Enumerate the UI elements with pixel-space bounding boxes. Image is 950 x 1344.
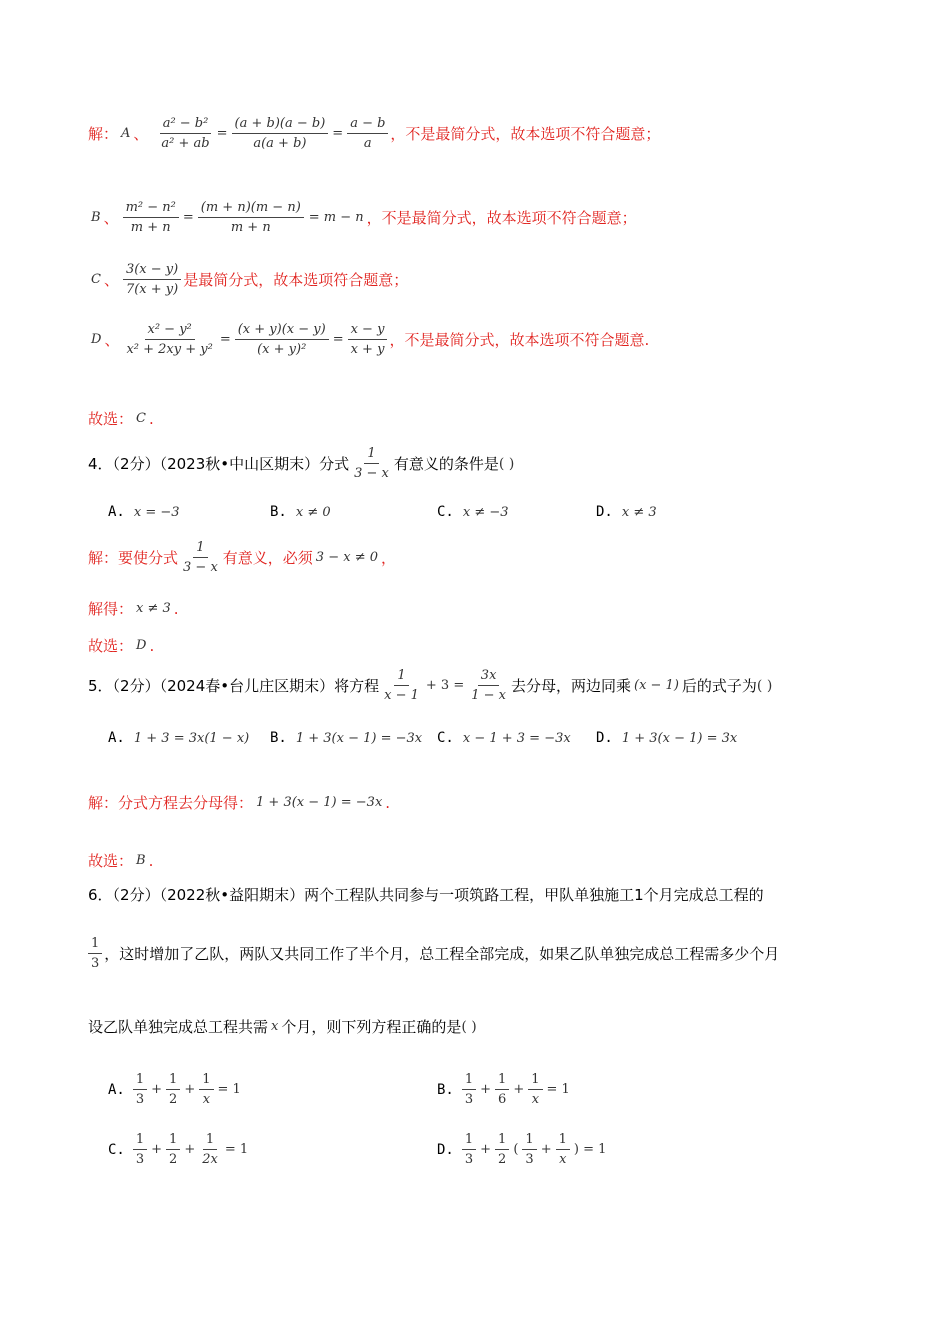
fraction: $\frac{3(x - y)}{7(x + y)}$ bbox=[123, 262, 181, 297]
answer-blank: ( ) bbox=[498, 455, 515, 472]
q6-option-d[interactable]: D. $\frac{1}{3}$ + $\frac{1}{2}$ ( $\frac{1}{3}$ + $\frac{1}{x}$ ) = 1 bbox=[437, 1132, 607, 1167]
q5-option-c[interactable]: C. x − 1 + 3 = −3x bbox=[437, 730, 571, 746]
answer-blank: ( ) bbox=[461, 1018, 477, 1035]
solution-remark: ，不是最简分式，故本选项不符合题意； bbox=[390, 125, 661, 143]
q4-option-d[interactable]: D. x ≠ 3 bbox=[596, 504, 657, 520]
answer-line-q3: 故选： C . bbox=[88, 409, 154, 428]
answer-line-q5: 故选： B . bbox=[88, 851, 154, 870]
fraction: $\frac{\text{x² − y²}}{\text{x² + 2xy + y²}}$ bbox=[126, 322, 213, 357]
solution-option-b: B 、 $\frac{\text{m² − n²}}{m + n}$ = $\frac{(m + n)(m - n)}{m + n}$ = m − n ，不是最简分式，故本选项不符合题意； bbox=[88, 200, 637, 235]
solution-remark: ，不是最简分式，故本选项不符合题意； bbox=[366, 209, 637, 227]
fraction: $\frac{\text{m² − n²}}{m + n}$ bbox=[123, 200, 179, 235]
fraction: $\frac{\text{a² − b²}}{\text{a² + ab}}$ bbox=[161, 116, 210, 151]
answer-value: D bbox=[136, 638, 147, 653]
option-letter: B bbox=[91, 210, 101, 225]
solution-remark: 是最简分式，故本选项符合题意； bbox=[183, 271, 409, 289]
fraction: $\frac{1}{x - 1}$ bbox=[384, 668, 419, 703]
fraction: $\frac{1}{3}$ bbox=[88, 936, 102, 971]
option-letter: A bbox=[121, 126, 131, 141]
q5-solution: 解：分式方程去分母得： 1 + 3(x − 1) = −3x . bbox=[88, 793, 391, 812]
solution-option-d: D 、 $\frac{\text{x² − y²}}{\text{x² + 2xy + y²}}$ = $\frac{(x + y)(x - y)}{\text{(x + y)²}}$ = $\frac{x - y}{x + y}$ ，不是最简分式，故本选项不符合题意. bbox=[88, 322, 649, 357]
fraction: $\frac{3x}{1 - x}$ bbox=[471, 668, 506, 703]
q4-solved: 解得： x ≠ 3 . bbox=[88, 599, 179, 618]
q6-option-a[interactable]: A. $\frac{1}{3}$ + $\frac{1}{2}$ + $\frac{1}{x}$ = 1 bbox=[108, 1072, 241, 1107]
q4-option-b[interactable]: B. x ≠ 0 bbox=[270, 504, 331, 520]
fraction: $\frac{1}{3 - x}$ bbox=[183, 540, 218, 575]
option-letter: D bbox=[91, 332, 102, 347]
solution-option-a: 解： A 、 $\frac{\text{a² − b²}}{\text{a² + ab}}$ = $\frac{(a + b)(a - b)}{a(a + b)}$ = $\frac{a - b}{a}$ ，不是最简分式，故本选项不符合题意； bbox=[88, 116, 661, 151]
q5-option-d[interactable]: D. 1 + 3(x − 1) = 3x bbox=[596, 730, 738, 746]
q5-option-a[interactable]: A. 1 + 3 = 3x(1 − x) bbox=[108, 730, 250, 746]
question-4-stem: 4．（2分）（2023秋•中山区期末）分式 $\frac{1}{3 - x}$ 有意义的条件是 ( ) bbox=[88, 446, 515, 481]
q4-solution: 解：要使分式 $\frac{1}{3 - x}$ 有意义，必须 3 − x ≠ 0 ， bbox=[88, 540, 397, 575]
fraction: $\frac{(m + n)(m - n)}{m + n}$ bbox=[198, 200, 304, 235]
separator: 、 bbox=[104, 331, 120, 349]
fraction: $\frac{a - b}{a}$ bbox=[347, 116, 388, 151]
q6-option-c[interactable]: C. $\frac{1}{3}$ + $\frac{1}{2}$ + $\frac{1}{2x}$ = 1 bbox=[108, 1132, 249, 1167]
solution-remark: ，不是最简分式，故本选项不符合题意. bbox=[389, 331, 650, 349]
separator: 、 bbox=[103, 209, 119, 227]
separator: 、 bbox=[103, 271, 119, 289]
question-5-stem: 5．（2分）（2024春•台儿庄区期末）将方程 $\frac{1}{x - 1}$ + 3 = $\frac{3x}{1 - x}$ 去分母，两边同乘 (x − 1) 后的式子为 ( ) bbox=[88, 668, 773, 703]
solution-option-c bbox=[88, 262, 408, 297]
answer-value: B bbox=[136, 853, 146, 868]
fraction: $\frac{1}{3 - x}$ bbox=[354, 446, 389, 481]
answer-value: C bbox=[136, 411, 146, 426]
q4-option-a[interactable]: A. x = −3 bbox=[108, 504, 180, 520]
q4-option-c[interactable]: C. x ≠ −3 bbox=[437, 504, 509, 520]
q5-option-b[interactable]: B. 1 + 3(x − 1) = −3x bbox=[270, 730, 423, 746]
separator: 、 bbox=[133, 125, 149, 143]
answer-blank: ( ) bbox=[756, 677, 773, 694]
solution-label: 解： bbox=[88, 125, 119, 143]
question-6-stem-line2: $\frac{1}{3}$ ，这时增加了乙队，两队又共同工作了半个月，总工程全部完成，如果乙队单独完成总工程需多少个月 bbox=[88, 936, 779, 971]
result: = m − n bbox=[308, 210, 364, 225]
fraction: $\frac{x - y}{x + y}$ bbox=[348, 322, 388, 357]
question-6-stem-line3: 设乙队单独完成总工程共需 x 个月，则下列方程正确的是 ( ) bbox=[88, 1018, 477, 1036]
q6-option-b[interactable]: B. $\frac{1}{3}$ + $\frac{1}{6}$ + $\frac{1}{x}$ = 1 bbox=[437, 1072, 570, 1107]
answer-line-q4: 故选： D . bbox=[88, 636, 155, 655]
option-letter: C bbox=[91, 272, 101, 287]
fraction: $\frac{(a + b)(a - b)}{a(a + b)}$ bbox=[232, 116, 329, 151]
question-6-stem-line1: 6．（2分）（2022秋•益阳期末）两个工程队共同参与一项筑路工程，甲队单独施工1个月完成总工程的 bbox=[88, 886, 764, 904]
fraction: $\frac{(x + y)(x - y)}{\text{(x + y)²}}$ bbox=[235, 322, 329, 357]
